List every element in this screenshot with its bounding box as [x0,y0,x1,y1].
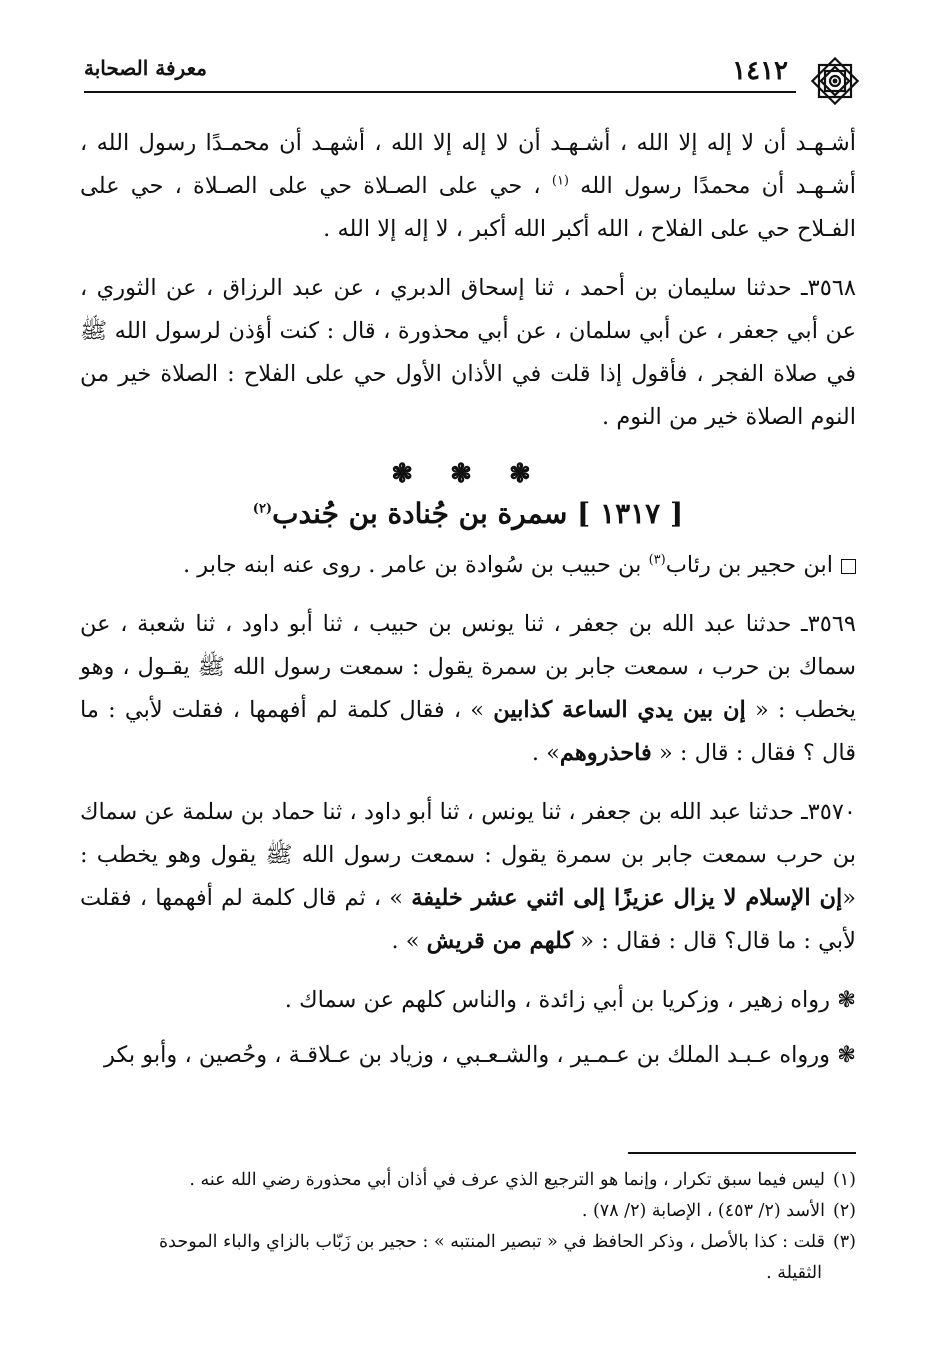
adhan-text-2: ، حي على الصـلاة حي على الصـلاة ، حي على الفـلاح حي على الفلاح ، الله أكبر الله أكبر ، لا إله إلا الله . [80,173,856,242]
hadith-3570-text-2: » ، ثم قال كلمة لم أفهمها ، فقلت لأبي : ما قال؟ قال : فقال : « [80,885,856,954]
hadith-3570-text-3: » . [391,928,427,954]
main-text [80,122,856,1077]
footnote-text: الأسد (٢/ ٤٥٣) ، الإصابة (٢/ ٧٨) . [581,1201,825,1221]
footnote-2 [84,1196,856,1227]
footnote-number: (٢) [832,1201,856,1221]
square-bullet-icon [841,559,856,574]
note-1: ❃ رواه زهير ، وزكريا بن أبي زائدة ، والناس كلهم عن سماك . [284,987,856,1013]
footnote-text: ليس فيما سبق تكرار ، وإنما هو الترجيع الذي عرف في أذان أبي محذورة رضي الله عنه . [189,1170,825,1190]
hadith-3569-text-3: » . [531,740,560,766]
section-divider-stars: ❃ ❃ ❃ [391,459,545,489]
footnote-rule [628,1152,856,1154]
intro-before: ابن حجير بن رئاب [665,552,833,578]
hadith-3570-text-1: ٣٥٧٠ـ حدثنا عبد الله بن جعفر ، ثنا يونس ، ثنا أبو داود ، ثنا حماد بن سلمة عن سماك بن حرب سمعت جابر بن سمرة يقول : سمعت رسول الله ﷺ يقول وهو يخطب : « [80,799,856,911]
hadith-3569-text-2: » ، فقال كلمة لم أفهمها ، فقلت لأبي : ما قال ؟ فقال : قال : « [80,697,856,766]
hadith-3570-quote-2: كلهم من قريش [426,928,574,954]
running-title: معرفة الصحابة [84,56,207,80]
note-2: ❃ ورواه عـبـد الملك بن عـمـير ، والشـعـبي ، وزياد بن عـلاقـة ، وحُصين ، وأبو بكر [104,1042,856,1068]
footnote-3 [84,1227,856,1258]
hadith-3570 [80,791,856,963]
hadith-3568: ٣٥٦٨ـ حدثنا سليمان بن أحمد ، ثنا إسحاق الدبري ، عن عبد الرزاق ، عن الثوري ، عن أبي جعفر ، عن أبي سلمان ، عن أبي محذورة ، قال : كنت أؤذن لرسول الله ﷺ في صلاة الفجر ، فأقول إذا قلت في الأذان الأول حي على الفلاح : الصلاة خير من النوم الصلاة خير من النوم . [80,275,856,430]
footnote-ref-1: (١) [551,173,569,189]
hadith-3570-quote-1: إن الإسلام لا يزال عزيزًا إلى اثني عشر خليفة [411,885,843,911]
section-title-footnote: (٢) [252,501,273,517]
hadith-3569-text-1: ٣٥٦٩ـ حدثنا عبد الله بن جعفر ، ثنا يونس بن حبيب ، ثنا أبو داود ، ثنا شعبة ، عن سماك بن حرب ، سمعت جابر بن سمرة يقول : سمعت رسول الله ﷺ يقـول ، وهو يخطب : « [80,611,857,723]
hadith-3569-quote-2: فاحذروهم [559,740,652,766]
section-title-text: [ ١٣١٧ ] سمرة بن جُنادة بن جُندب [272,497,684,530]
section-heading [80,497,856,530]
intro-after: بن حبيب بن سُوادة بن عامر . روى عنه ابنه جابر . [182,552,649,578]
biography-intro [80,544,856,587]
footnote-3-continuation: الثقيلة . [766,1263,822,1283]
octagram-ornament-icon [806,52,864,110]
footnote-number: (١) [832,1170,856,1190]
footnotes [84,1165,856,1289]
hadith-3569-quote-1: إن بين يدي الساعة كذابين [493,697,746,723]
page-header [84,52,864,92]
header-rule [84,91,796,93]
footnote-number: (٣) [832,1232,856,1252]
adhan-text-1: أشـهـد أن لا إله إلا الله ، أشـهـد أن لا إله إلا الله ، أشهـد أن محمـدًا رسول الله ، أشـهـد أن محمدًا رسول الله [80,130,857,199]
hadith-3569 [80,603,856,775]
page-number: ١٤١٢ [732,56,788,86]
footnote-text: قلت : كذا بالأصل ، وذكر الحافظ في « تبصير المنتبه » : حجير بن زَبّاب بالزاي والباء الموحدة [159,1232,825,1252]
footnote-1 [84,1165,856,1196]
adhan-paragraph [80,122,856,251]
footnote-ref-3: (٣) [648,552,666,568]
